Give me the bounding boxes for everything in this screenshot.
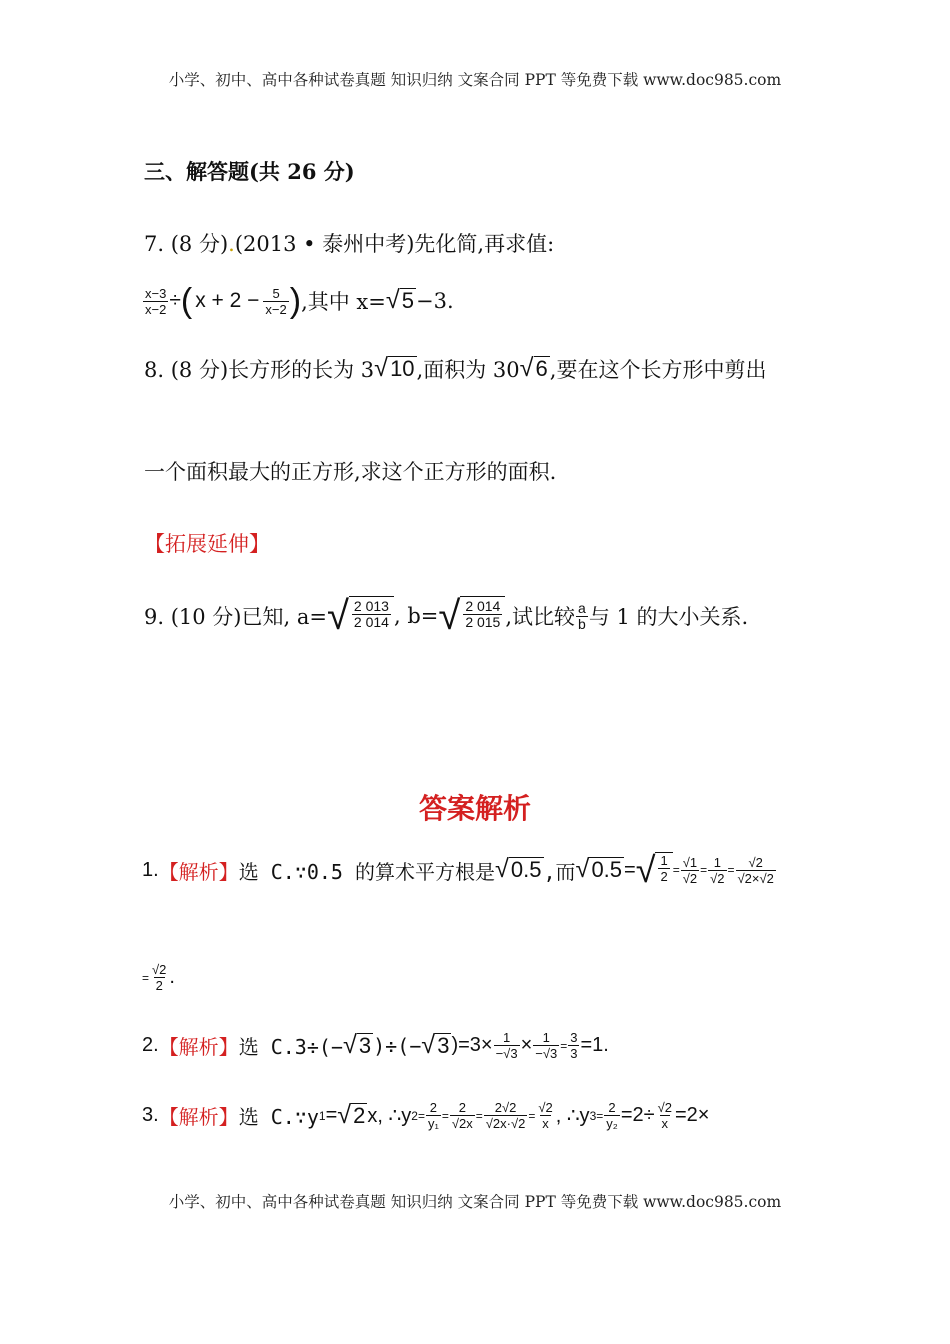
fraction: $\frac{1}{-√3}$ [495,1030,518,1061]
analysis-tag: 【解析】 [158,859,239,884]
equals-sign: = [700,863,708,877]
sqrt-3-b: √ 3 [421,1030,450,1059]
answer-number: 3. [142,1104,159,1126]
q9-middle: , b= [393,604,439,628]
fraction: $\frac{√1}{√2}$ [682,854,698,886]
equals-sign: = [560,1038,568,1053]
sqrt-10: √ 10 [374,354,415,383]
times-sign: × [520,1034,533,1056]
sqrt-half: √ $\frac{1}{2}$ [636,852,673,888]
frac-denominator: x−2 [265,301,287,317]
equals-sign: = [325,1104,338,1126]
sqrt-0-5-b: √ 0.5 [575,855,623,884]
sqrt-b: √ $\frac{2 014}{2 015}$ [438,596,505,636]
q8-prefix: 8. (8 分)长方形的长为 3 [144,358,375,382]
question-7-stem [144,228,554,258]
fraction: $\frac{1}{√2}$ [710,854,725,886]
q9-tail: 与 1 的大小关系. [588,605,749,629]
fraction: $\frac{3}{3}$ [570,1030,578,1061]
fraction: $\frac{2√2}{√2x\cdot√2}$ [485,1100,526,1131]
answer-3 [142,1100,709,1131]
question-9 [144,596,748,636]
equals-sign: = [417,1108,425,1123]
q7-dot: . [228,232,235,256]
answer-3-text-5: =2× [674,1104,710,1126]
frac-denominator: 2 014 [353,613,389,630]
equals-sign: = [142,970,150,985]
answer-1-text: 选 C.∵0.5 的算术平方根是 [238,859,496,884]
fraction: $\frac{2}{\text{y₂}}$ [606,1100,618,1131]
answer-3-text-3: , ∴y [555,1105,590,1127]
sqrt-a: √ $\frac{2 013}{2 014}$ [327,596,394,636]
q9-prefix: 9. (10 分)已知, a= [144,605,327,629]
fraction: $\frac{√2}{x}$ [657,1100,672,1131]
answer-2-end: =1. [580,1034,609,1056]
equals-sign: = [672,863,680,877]
right-paren: ) [289,282,302,320]
answer-number: 2. [142,1034,159,1056]
question-8-line-2: 一个面积最大的正方形,求这个正方形的面积. [144,460,557,484]
q8-tail: ,要在这个长方形中剪出 [549,358,767,382]
page-footer: 小学、初中、高中各种试卷真题 知识归纳 文案合同 PPT 等免费下载 www.doc985.com [168,1193,782,1211]
question-7-expression [142,284,454,318]
answer-number: 1. [142,858,159,881]
section-title: 三、解答题(共 26 分) [144,159,355,184]
frac-numerator: 2 014 [465,597,501,614]
subscript: 1 [318,1108,326,1123]
frac-denominator: 2 015 [465,613,501,630]
answer-2-after: )=3× [451,1034,493,1056]
q9-compare: ,试比较 [505,605,576,629]
answer-3-text-4: =2÷ [620,1104,655,1126]
analysis-tag: 【解析】 [158,1105,239,1129]
sqrt-3: √ 3 [342,1030,372,1059]
answer-2-middle: )÷(− [373,1033,422,1058]
q7-fraction-1 [143,286,168,317]
frac-denominator: x−2 [145,301,167,317]
period: . [169,966,175,988]
equals-sign: = [727,863,735,877]
equals-sign: = [441,1108,449,1123]
fraction: $\frac{2}{√2x}$ [451,1100,473,1131]
q7-condition: ,其中 x= [301,290,386,314]
answer-2-text: 选 C.3÷(− [238,1035,343,1059]
fraction: $\frac{2}{\text{y₁}}$ [427,1100,439,1131]
frac-numerator: x−3 [145,285,167,301]
answer-3-text: 选 C.∵y [238,1105,319,1129]
answer-3-text-2: x, ∴y [367,1105,412,1127]
equals-sign: = [596,1108,604,1123]
q7-inner-expression: x + 2 − [195,289,260,312]
answer-1-connector: ,而 [543,859,576,884]
left-paren: ( [180,282,193,320]
equals-sign: = [528,1108,536,1123]
sqrt-5: √ 5 [385,286,414,315]
fraction: $\frac{1}{-√3}$ [535,1030,558,1061]
answer-2 [142,1030,609,1061]
q8-middle: ,面积为 30 [416,358,520,382]
frac-numerator: 2 013 [353,597,389,614]
sqrt-0-5: √ 0.5 [495,855,542,884]
q7-rest: (2013 • 泰州中考)先化简,再求值: [234,232,555,256]
frac-numerator: 1 [660,853,668,868]
analysis-tag: 【解析】 [158,1035,239,1059]
answer-1-line-1 [142,849,777,890]
q7-condition-end: −3. [416,289,454,313]
q7-fraction-2 [263,286,288,317]
fraction: $\frac{√2}{2}$ [152,962,167,993]
q7-prefix: 7. (8 分) [144,232,229,256]
subscript: 2 [411,1108,418,1123]
fraction: $\frac{√2}{x}$ [538,1100,553,1131]
equals-sign: = [475,1108,483,1123]
sqrt-2: √ 2 [337,1100,366,1129]
divide-sign: ÷ [169,289,181,312]
sqrt-6: √ 6 [519,354,548,383]
answers-title: 答案解析 [418,792,531,825]
fraction-a-over-b: $\frac{a}{b}$ [578,599,586,632]
equals-sign: = [624,858,636,881]
frac-numerator: 5 [272,285,280,301]
subscript: 3 [589,1108,597,1123]
answer-1-line-2 [142,962,175,993]
question-8-line-1 [144,354,766,384]
frac-denominator: 2 [660,869,668,884]
extension-title: 【拓展延伸】 [144,532,270,556]
fraction: $\frac{√2}{√2\times√2}$ [737,854,774,886]
page-header: 小学、初中、高中各种试卷真题 知识归纳 文案合同 PPT 等免费下载 www.doc985.com [168,71,782,89]
